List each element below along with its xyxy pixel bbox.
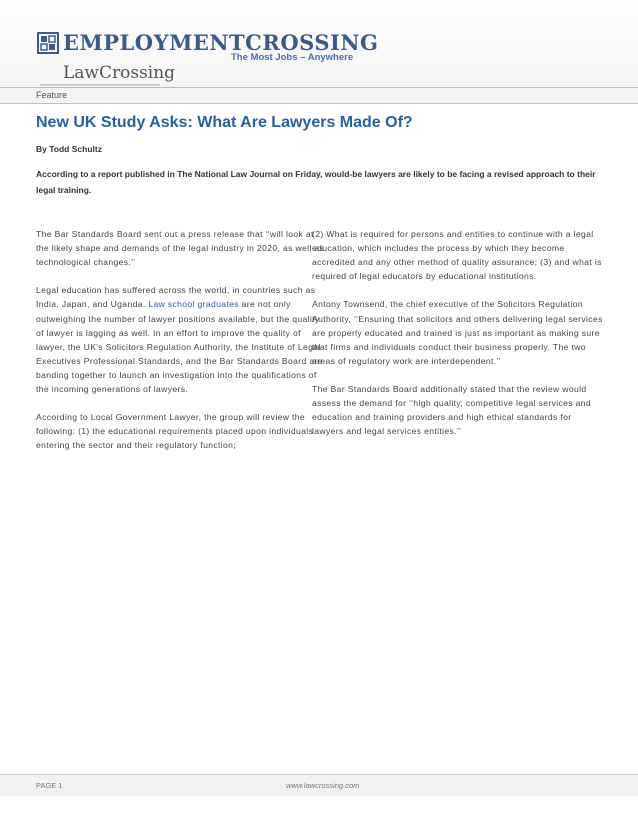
footer-url-link[interactable]: www.lawcrossing.com bbox=[286, 781, 360, 790]
logo-underline bbox=[40, 84, 160, 86]
left-paragraph-2-start: Legal education has suffered across the world, in countries such as India, Japan, and Uganda. bbox=[36, 285, 316, 310]
article-lede: According to a report published in The National Law Journal on Friday, would-be lawyers are likely to be facing a revised approach to their legal training. bbox=[36, 169, 596, 195]
logo-tagline: The Most Jobs – Anywhere bbox=[231, 52, 354, 63]
section-label: Feature bbox=[36, 90, 68, 100]
right-paragraph-1: (2) What is required for persons and entities to continue with a legal education, which includes the process by which they become accredited and any other method of quality assurance; (3) and what is required of legal educators by educational institutions. bbox=[312, 229, 602, 282]
left-paragraph-2-end: are not only outweighing the number of lawyer positions available, but the quality of lawyer is lagging as well. In an effort to improve the quality of lawyer, the UK's Solicitors Regulation Authority, the Institute of Legal Executives Professional Standards, and the Bar Standards Board are banding together to launch an investigation into the qualifications of the incoming generations of lawyers. bbox=[36, 299, 323, 395]
left-column bbox=[36, 227, 328, 467]
right-paragraph-3: The Bar Standards Board additionally stated that the review would assess the demand for ‘‘high quality, competitive legal services and education and training providers and high ethical standards for lawyers and legal services entities.’’ bbox=[312, 384, 592, 437]
section-bar bbox=[0, 87, 638, 104]
left-paragraph-3: According to Local Government Lawyer, the group will review the following: (1) the educational requirements placed upon individuals entering the sector and their regulatory function; bbox=[36, 412, 314, 451]
page-number: PAGE 1 bbox=[36, 781, 63, 790]
right-paragraph-2: Antony Townsend, the chief executive of the Solicitors Regulation Authority, ‘‘Ensuring that solicitors and others delivering legal services are properly educated and trained is just as important as making sure that firms and individuals conduct their business properly. The two areas of regulatory work are interdependent.’’ bbox=[312, 299, 603, 366]
article-byline: By Todd Schultz bbox=[36, 144, 102, 154]
left-paragraph-1: The Bar Standards Board sent out a press release that ‘‘will look at the likely shape and demands of the legal industry in 2020, as well as technological changes.’’ bbox=[36, 229, 325, 268]
logo-wordmark: EMPLOYMENTCROSSING bbox=[63, 30, 379, 55]
grid-logo-icon bbox=[37, 32, 59, 54]
left-paragraph-2 bbox=[36, 283, 328, 396]
right-column bbox=[312, 227, 604, 453]
article-title: New UK Study Asks: What Are Lawyers Made Of? bbox=[36, 114, 413, 131]
law-school-graduates-link[interactable]: Law school graduates bbox=[148, 299, 239, 310]
lawcrossing-logo[interactable]: LawCrossing bbox=[63, 63, 176, 83]
